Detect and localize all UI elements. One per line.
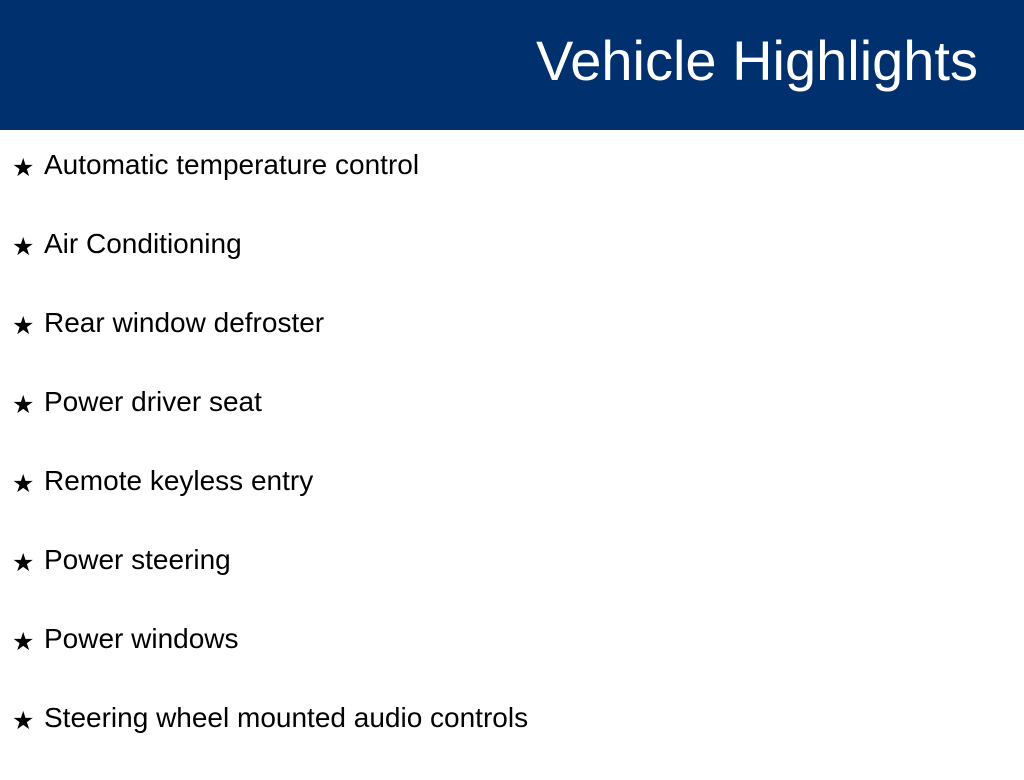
list-item-label: Automatic temperature control	[44, 149, 420, 180]
star-icon: ★	[12, 391, 35, 419]
list-item-label: Power driver seat	[44, 386, 262, 417]
list-item	[0, 148, 1024, 227]
list-item	[0, 543, 1024, 622]
list-item	[0, 464, 1024, 543]
vehicle-highlights-list	[0, 148, 1024, 780]
star-icon: ★	[12, 233, 35, 261]
list-item	[0, 622, 1024, 701]
star-icon: ★	[12, 628, 35, 656]
page-title: Vehicle Highlights	[535, 29, 978, 92]
list-item-label: Air Conditioning	[44, 228, 242, 259]
list-item	[0, 385, 1024, 464]
list-item-label: Power windows	[44, 623, 239, 654]
list-item-label: Steering wheel mounted audio controls	[44, 702, 529, 733]
list-item	[0, 306, 1024, 385]
star-icon: ★	[12, 154, 35, 182]
list-item-label: Rear window defroster	[44, 307, 325, 338]
list-item	[0, 227, 1024, 306]
star-icon: ★	[12, 549, 35, 577]
star-icon: ★	[12, 470, 35, 498]
list-item	[0, 701, 1024, 780]
star-icon: ★	[12, 707, 35, 735]
list-item-label: Remote keyless entry	[44, 465, 314, 496]
list-item-label: Power steering	[44, 544, 231, 575]
star-icon: ★	[12, 312, 35, 340]
